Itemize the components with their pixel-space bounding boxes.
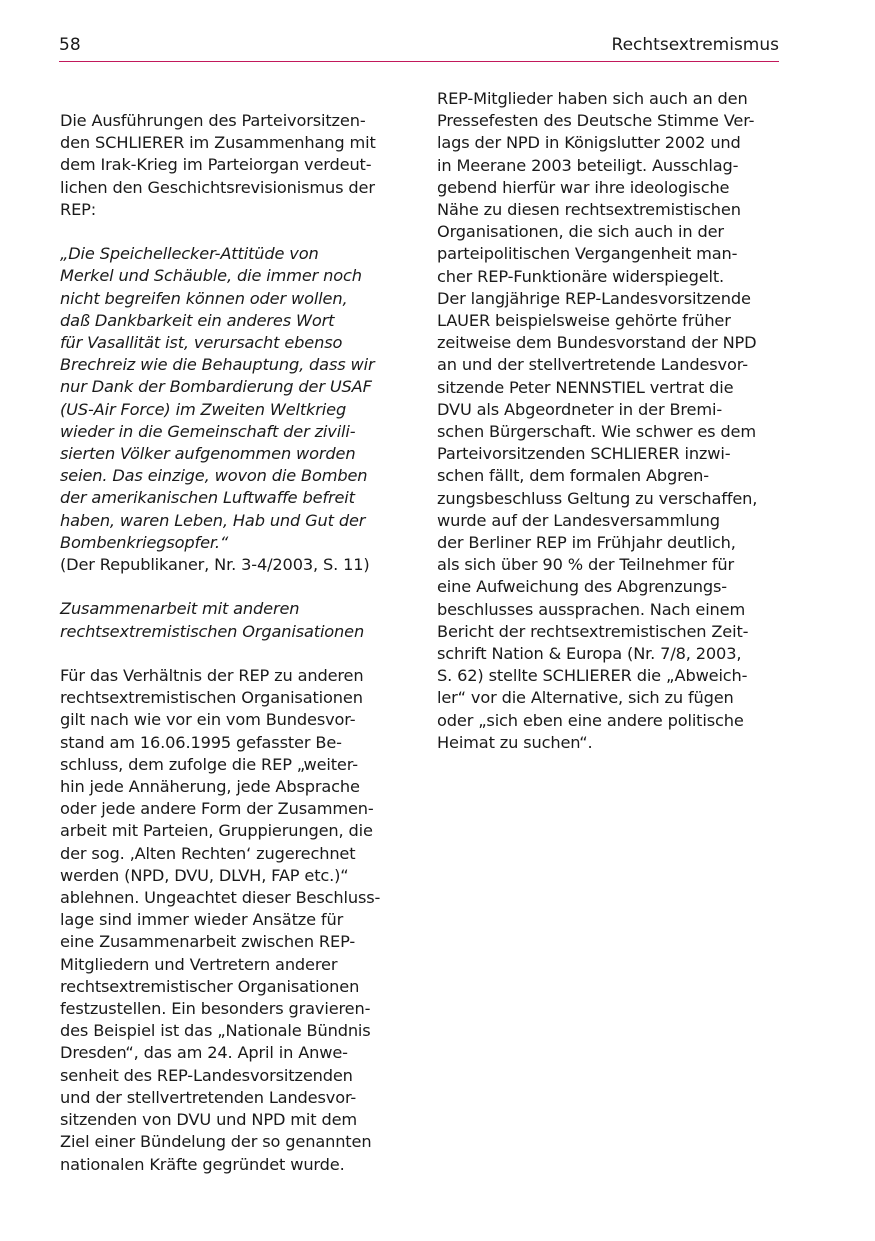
text-line: Mitgliedern und Vertretern anderer — [60, 954, 338, 974]
quote-line: wieder in die Gemeinschaft der zivili- — [60, 421, 356, 441]
quote-line: haben, waren Leben, Hab und Gut der — [60, 510, 366, 530]
text-line: S. 62) stellte SCHLIERER die „Abweich- — [437, 666, 748, 686]
text-line: gebend hierfür war ihre ideologische — [437, 177, 730, 197]
text-line: Bericht der rechtsextremistischen Zeit- — [437, 621, 749, 641]
intro-paragraph — [60, 110, 405, 221]
text-line: Der langjährige REP-Landesvorsitzende — [437, 288, 751, 308]
text-line: DVU als Abgeordneter in der Bremi- — [437, 399, 723, 419]
text-line: Nähe zu diesen rechtsextremistischen — [437, 200, 741, 220]
paragraph-gap — [60, 221, 405, 243]
text-line: schluss, dem zufolge die REP „weiter- — [60, 754, 358, 774]
text-line: zungsbeschluss Geltung zu verschaffen, — [437, 488, 758, 508]
paragraph-gap — [60, 576, 405, 598]
paragraph-gap — [60, 643, 405, 665]
left-column — [60, 110, 405, 1176]
text-line: Organisationen, die sich auch in der — [437, 222, 724, 242]
text-line: als sich über 90 % der Teilnehmer für — [437, 555, 734, 575]
text-line: schen Bürgerschaft. Wie schwer es dem — [437, 422, 756, 442]
text-line: LAUER beispielsweise gehörte früher — [437, 311, 731, 331]
header-rule — [59, 61, 779, 62]
text-line: parteipolitischen Vergangenheit man- — [437, 244, 738, 264]
text-line: werden (NPD, DVU, DLVH, FAP etc.)“ — [60, 865, 349, 885]
quote-line: der amerikanischen Luftwaffe befreit — [60, 488, 355, 508]
body-paragraph — [60, 665, 405, 1176]
running-head: Rechtsextremismus — [611, 35, 779, 55]
text-line: lags der NPD in Königslutter 2002 und — [437, 133, 741, 153]
text-line: cher REP-Funktionäre widerspiegelt. — [437, 266, 725, 286]
text-line: der Berliner REP im Frühjahr deutlich, — [437, 533, 736, 553]
text-line: rechtsextremistischen Organisationen — [60, 688, 363, 708]
quote-line: Merkel und Schäuble, die immer noch — [60, 266, 362, 286]
quote-line: sierten Völker aufgenommen worden — [60, 444, 356, 464]
text-line: rechtsextremistischer Organisationen — [60, 976, 360, 996]
text-line: wurde auf der Landesversammlung — [437, 510, 720, 530]
page-header — [59, 34, 779, 60]
quote-citation: (Der Republikaner, Nr. 3-4/2003, S. 11) — [60, 555, 370, 575]
quote-line: „Die Speichellecker-Attitüde von — [60, 244, 319, 264]
text-line: an und der stellvertretende Landesvor- — [437, 355, 748, 375]
text-line: des Beispiel ist das „Nationale Bündnis — [60, 1021, 371, 1041]
quote-line: nur Dank der Bombardierung der USAF — [60, 377, 372, 397]
text-line: senheit des REP-Landesvorsitzenden — [60, 1065, 353, 1085]
text-line: beschlusses aussprachen. Nach einem — [437, 599, 746, 619]
text-line: den SCHLIERER im Zusammenhang mit — [60, 133, 376, 153]
text-line: festzustellen. Ein besonders gravieren- — [60, 999, 371, 1019]
text-line: schrift Nation & Europa (Nr. 7/8, 2003, — [437, 644, 742, 664]
text-line: REP: — [60, 199, 97, 219]
text-line: Dresden“, das am 24. April in Anwe- — [60, 1043, 348, 1063]
text-line: eine Zusammenarbeit zwischen REP- — [60, 932, 356, 952]
text-line: und der stellvertretenden Landesvor- — [60, 1087, 357, 1107]
text-line: lichen den Geschichtsrevisionismus der — [60, 177, 375, 197]
text-line: Für das Verhältnis der REP zu anderen — [60, 666, 364, 686]
text-line: stand am 16.06.1995 gefasster Be- — [60, 732, 342, 752]
text-line: gilt nach wie vor ein vom Bundesvor- — [60, 710, 356, 730]
text-line: arbeit mit Parteien, Gruppierungen, die — [60, 821, 373, 841]
body-paragraph — [437, 88, 782, 754]
text-line: in Meerane 2003 beteiligt. Ausschlag- — [437, 155, 739, 175]
quote-line: Brechreiz wie die Behauptung, dass wir — [60, 355, 375, 375]
quote-line: (US-Air Force) im Zweiten Weltkrieg — [60, 399, 347, 419]
text-line: zeitweise dem Bundesvorstand der NPD — [437, 333, 757, 353]
section-subheading — [60, 598, 405, 642]
block-quote — [60, 243, 405, 554]
quote-line: für Vasallität ist, verursacht ebenso — [60, 333, 343, 353]
text-line: Heimat zu suchen“. — [437, 732, 593, 752]
subheading-line: rechtsextremistischen Organisationen — [60, 621, 365, 641]
text-line: ablehnen. Ungeachtet dieser Beschluss- — [60, 888, 381, 908]
text-line: schen fällt, dem formalen Abgren- — [437, 466, 709, 486]
text-line: oder jede andere Form der Zusammen- — [60, 799, 374, 819]
text-line: ler“ vor die Alternative, sich zu fügen — [437, 688, 734, 708]
text-line: Parteivorsitzenden SCHLIERER inzwi- — [437, 444, 731, 464]
text-line: lage sind immer wieder Ansätze für — [60, 910, 344, 930]
right-column — [437, 88, 782, 754]
text-line: oder „sich eben eine andere politische — [437, 710, 744, 730]
page-number: 58 — [59, 35, 81, 55]
subheading-line: Zusammenarbeit mit anderen — [60, 599, 300, 619]
text-line: dem Irak-Krieg im Parteiorgan verdeut- — [60, 155, 372, 175]
text-line: sitzenden von DVU und NPD mit dem — [60, 1110, 358, 1130]
text-line: sitzende Peter NENNSTIEL vertrat die — [437, 377, 734, 397]
text-line: Ziel einer Bündelung der so genannten — [60, 1132, 372, 1152]
text-line: Die Ausführungen des Parteivorsitzen- — [60, 111, 366, 130]
text-line: eine Aufweichung des Abgrenzungs- — [437, 577, 727, 597]
text-line: Pressefesten des Deutsche Stimme Ver- — [437, 111, 755, 131]
quote-line: Bombenkriegsopfer.“ — [60, 532, 229, 552]
text-line: hin jede Annäherung, jede Absprache — [60, 777, 360, 797]
text-line: der sog. ‚Alten Rechten‘ zugerechnet — [60, 843, 356, 863]
quote-line: nicht begreifen können oder wollen, — [60, 288, 348, 308]
quote-line: seien. Das einzige, wovon die Bomben — [60, 466, 368, 486]
text-line: REP-Mitglieder haben sich auch an den — [437, 89, 748, 108]
text-line: nationalen Kräfte gegründet wurde. — [60, 1154, 345, 1174]
quote-line: daß Dankbarkeit ein anderes Wort — [60, 310, 335, 330]
